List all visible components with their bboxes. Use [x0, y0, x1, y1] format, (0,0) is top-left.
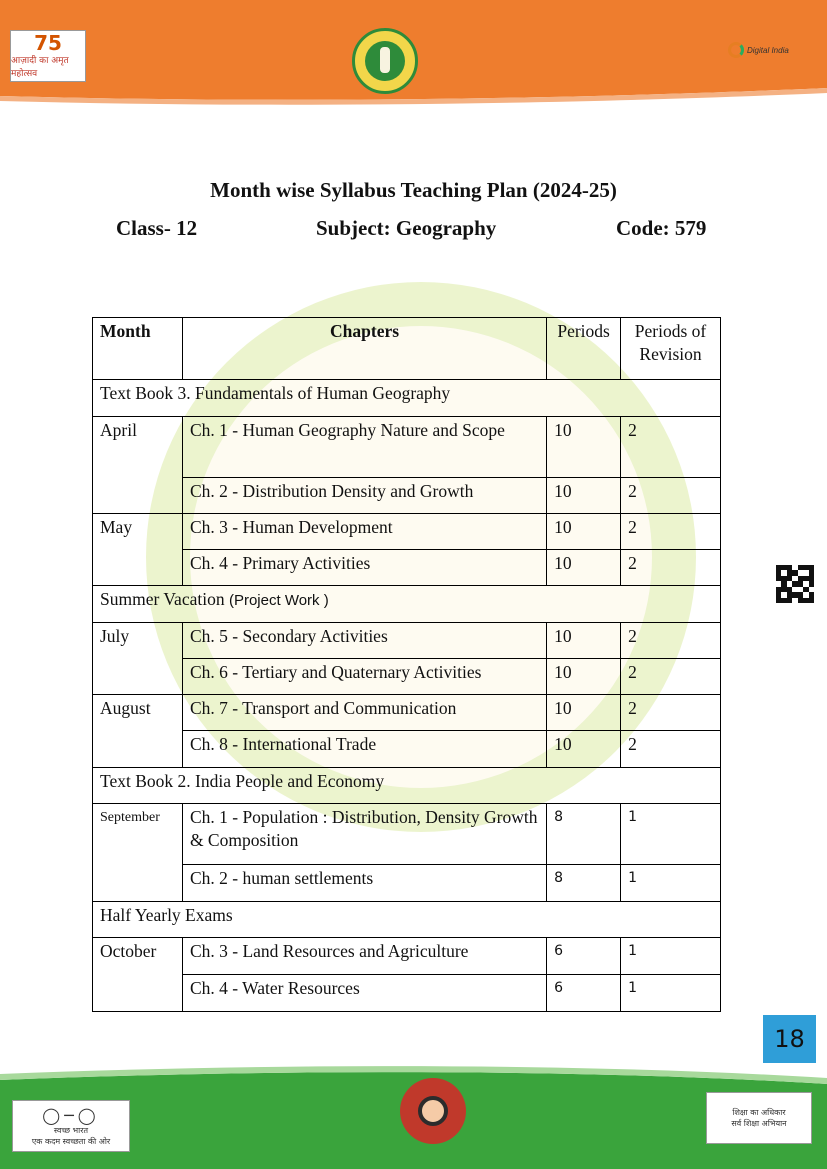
azadi-logo-number: 75	[34, 31, 62, 55]
syllabus-table	[92, 317, 721, 1012]
table-row	[93, 659, 721, 695]
periods-cell: 10	[547, 695, 621, 731]
class-label: Class- 12	[116, 216, 198, 240]
table-row	[93, 478, 721, 514]
chapter-cell: Ch. 3 - Human Development	[182, 514, 546, 550]
chapter-cell: Ch. 3 - Land Resources and Agriculture	[182, 938, 546, 975]
swachh-tagline: एक कदम स्वच्छता की ओर	[31, 1136, 111, 1146]
periods-cell: 8	[547, 804, 621, 865]
table-row	[93, 417, 721, 478]
section-row	[93, 902, 721, 938]
periods-cell: 10	[547, 514, 621, 550]
month-cell: August	[93, 695, 183, 768]
digital-india-icon	[728, 42, 744, 58]
revision-cell: 2	[621, 731, 721, 768]
emblem-torch-icon	[365, 41, 405, 81]
chapter-cell: Ch. 2 - human settlements	[182, 865, 546, 902]
chapter-cell: Ch. 2 - Distribution Density and Growth	[182, 478, 546, 514]
summer-vacation-row	[93, 586, 721, 623]
right-to-education-logo	[706, 1092, 812, 1144]
chapter-cell: Ch. 8 - International Trade	[182, 731, 546, 768]
periods-cell: 6	[547, 938, 621, 975]
swachh-bharat-text: स्वच्छ भारत	[53, 1125, 89, 1135]
revision-cell: 1	[621, 975, 721, 1012]
code-label: Code: 579	[616, 216, 707, 240]
table-row	[93, 695, 721, 731]
page-number-badge: 18	[763, 1015, 816, 1063]
periods-cell: 10	[547, 659, 621, 695]
month-cell: July	[93, 623, 183, 695]
swachh-bharat-logo	[12, 1100, 130, 1152]
chapter-cell: Ch. 1 - Human Geography Nature and Scope	[182, 417, 546, 478]
header-periods-of-revision: Periods of Revision	[621, 318, 721, 380]
revision-cell: 1	[621, 938, 721, 975]
periods-cell: 8	[547, 865, 621, 902]
table-header-row	[93, 318, 721, 380]
month-cell: October	[93, 938, 183, 1012]
chapter-cell: Ch. 5 - Secondary Activities	[182, 623, 546, 659]
revision-cell: 1	[621, 865, 721, 902]
table-row	[93, 804, 721, 865]
revision-cell: 2	[621, 478, 721, 514]
azadi-ka-amrit-mahotsav-logo	[10, 30, 86, 82]
header-periods: Periods	[547, 318, 621, 380]
azadi-logo-text: आज़ादी का अमृत महोत्सव	[11, 56, 69, 79]
periods-cell: 10	[547, 731, 621, 768]
revision-cell: 2	[621, 623, 721, 659]
periods-cell: 10	[547, 417, 621, 478]
section-row	[93, 380, 721, 417]
glasses-icon: ◯─◯	[42, 1105, 100, 1125]
chapter-cell: Ch. 4 - Primary Activities	[182, 550, 546, 586]
periods-cell: 10	[547, 550, 621, 586]
document-title: Month wise Syllabus Teaching Plan (2024-25)	[210, 178, 617, 202]
table-row	[93, 623, 721, 659]
chapter-cell: Ch. 1 - Population : Distribution, Density Growth & Composition	[182, 804, 546, 865]
chapter-cell: Ch. 4 - Water Resources	[182, 975, 546, 1012]
qr-code-icon[interactable]	[776, 565, 814, 603]
summer-vacation-label: Summer Vacation	[100, 589, 229, 609]
header-month: Month	[93, 318, 183, 380]
girl-face-icon	[418, 1096, 448, 1126]
month-cell: May	[93, 514, 183, 586]
table-row	[93, 731, 721, 768]
table-row	[93, 550, 721, 586]
table-row	[93, 514, 721, 550]
textbook-3-heading: Text Book 3. Fundamentals of Human Geography	[93, 380, 721, 417]
beti-bachao-beti-padhao-logo	[400, 1078, 466, 1144]
table-row	[93, 975, 721, 1012]
revision-cell: 2	[621, 550, 721, 586]
revision-cell: 1	[621, 804, 721, 865]
revision-cell: 2	[621, 514, 721, 550]
shiksha-text: शिक्षा का अधिकार	[732, 1108, 786, 1117]
shiksha-tagline: सर्व शिक्षा अभियान	[731, 1119, 787, 1128]
revision-cell: 2	[621, 695, 721, 731]
month-cell: September	[93, 804, 183, 902]
half-yearly-exams-row: Half Yearly Exams	[93, 902, 721, 938]
digital-india-text: Digital India	[747, 45, 789, 55]
project-work-label: (Project Work )	[228, 592, 329, 609]
revision-cell: 2	[621, 417, 721, 478]
month-cell: April	[93, 417, 183, 514]
revision-cell: 2	[621, 659, 721, 695]
table-row	[93, 865, 721, 902]
school-board-emblem	[352, 28, 418, 94]
periods-cell: 10	[547, 623, 621, 659]
section-row	[93, 586, 721, 623]
digital-india-logo	[728, 42, 789, 58]
table-row	[93, 938, 721, 975]
section-row	[93, 768, 721, 804]
periods-cell: 6	[547, 975, 621, 1012]
subject-label: Subject: Geography	[316, 216, 497, 240]
periods-cell: 10	[547, 478, 621, 514]
textbook-2-heading: Text Book 2. India People and Economy	[93, 768, 721, 804]
chapter-cell: Ch. 6 - Tertiary and Quaternary Activities	[182, 659, 546, 695]
header-chapters: Chapters	[182, 318, 546, 380]
chapter-cell: Ch. 7 - Transport and Communication	[182, 695, 546, 731]
